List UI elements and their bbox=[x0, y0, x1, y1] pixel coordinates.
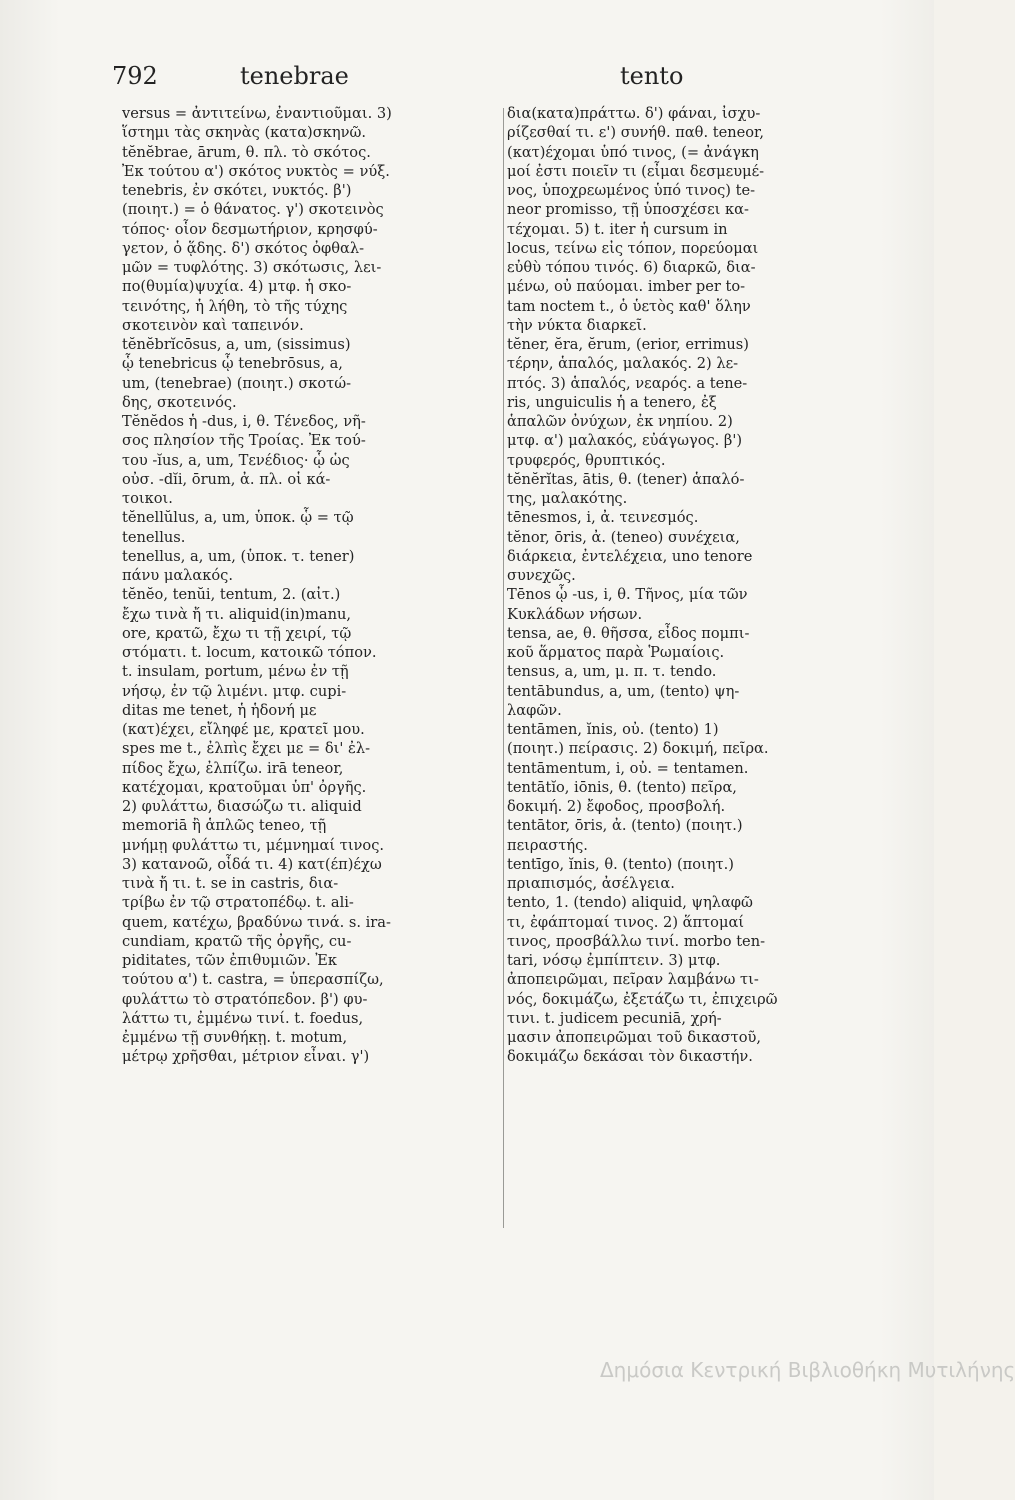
entry-line: memoriā ἢ ἁπλῶς teneo, τῇ bbox=[122, 817, 327, 835]
entry-line: τεινότης, ἡ λήθη, τὸ τῆς τύχης bbox=[122, 297, 348, 315]
entry-line: tĕnellŭlus, a, um, ὑποκ. ᾧ = τῷ bbox=[122, 509, 354, 527]
entry-line: στόματι. t. locum, κατοικῶ τόπον. bbox=[122, 644, 377, 661]
entry-line: δης, σκοτεινός. bbox=[122, 393, 237, 411]
left-guide-word: tenebrae bbox=[240, 62, 349, 90]
entry-line: t. insulam, portum, μένω ἐν τῇ bbox=[122, 663, 349, 681]
entry-line: tĕner, ĕra, ĕrum, (erior, errimus) bbox=[507, 336, 749, 353]
entry-line: tentābundus, a, um, (tento) ψη- bbox=[507, 682, 740, 700]
entry-line: νος, ὑποχρεωμένος ὑπό τινος) te- bbox=[507, 182, 756, 199]
entry-line: του -ĭus, a, um, Τενέδιος· ᾧ ὡς bbox=[122, 451, 350, 469]
entry-line: τὴν νύκτα διαρκεῖ. bbox=[507, 316, 647, 334]
entry-line: 2) φυλάττω, διασώζω τι. aliquid bbox=[122, 798, 362, 815]
entry-line: τινι. t. judicem pecuniā, χρή- bbox=[507, 1009, 722, 1027]
entry-line: ἐμμένω τῇ συνθήκῃ. t. motum, bbox=[122, 1029, 348, 1046]
left-column bbox=[122, 104, 500, 1067]
entry-line: τούτου α') t. castra, = ὑπερασπίζω, bbox=[122, 971, 384, 989]
entry-line: τοικοι. bbox=[122, 490, 173, 507]
entry-line: versus = ἀντιτείνω, ἐναντιοῦμαι. 3) bbox=[122, 105, 392, 122]
entry-line: Tĕnĕdos ἡ -dus, i, θ. Τένεδος, νῆ- bbox=[122, 413, 366, 430]
entry-line: τέχομαι. 5) t. iter ἡ cursum in bbox=[507, 220, 728, 238]
entry-line: tĕnĕbrae, ārum, θ. πλ. τὸ σκότος. bbox=[122, 143, 371, 161]
entry-line: νός, δοκιμάζω, ἐξετάζω τι, ἐπιχειρῶ bbox=[507, 990, 778, 1008]
entry-line: ore, κρατῶ, ἔχω τι τῇ χειρί, τῷ bbox=[122, 624, 352, 642]
entry-line: κοῦ ἅρματος παρὰ Ῥωμαίοις. bbox=[507, 644, 725, 661]
entry-line: τόπος· οἷον δεσμωτήριον, κρησφύ- bbox=[122, 220, 378, 238]
entry-line: τι, ἐφάπτομαί τινος. 2) ἅπτομαί bbox=[507, 913, 745, 931]
entry-line: piditates, τῶν ἐπιθυμιῶν. Ἐκ bbox=[122, 952, 337, 969]
entry-line: tĕnĕbrĭcōsus, a, um, (sissimus) bbox=[122, 336, 351, 353]
entry-line: μτφ. α') μαλακός, εὐάγωγος. β') bbox=[507, 432, 743, 450]
entry-line: μένω, οὐ παύομαι. imber per to- bbox=[507, 278, 746, 296]
entry-line: της, μαλακότης. bbox=[507, 490, 628, 507]
entry-line: (κατ)έχει, εἴληφέ με, κρατεῖ μου. bbox=[122, 721, 365, 738]
entry-line: συνεχῶς. bbox=[507, 567, 576, 584]
entry-line: μοί ἐστι ποιεῖν τι (εἶμαι δεσμευμέ- bbox=[507, 162, 765, 180]
entry-line: ρίζεσθαί τι. ε') συνήθ. παθ. teneor, bbox=[507, 124, 765, 142]
entry-line: tento, 1. (tendo) aliquid, ψηλαφῶ bbox=[507, 894, 753, 912]
entry-line: tensus, a, um, μ. π. τ. tendo. bbox=[507, 663, 717, 681]
entry-line: tentāmen, ĭnis, οὐ. (tento) 1) bbox=[507, 721, 719, 738]
entry-line: tenellus, a, um, (ὑποκ. τ. tener) bbox=[122, 547, 355, 565]
entry-line: δοκιμάζω δεκάσαι τὸν δικαστήν. bbox=[507, 1048, 753, 1066]
entry-line: ἁπαλῶν ὀνύχων, ἐκ νηπίου. 2) bbox=[507, 413, 733, 430]
page-header bbox=[112, 60, 724, 100]
right-column bbox=[507, 104, 885, 1067]
entry-line: λαφῶν. bbox=[507, 701, 562, 719]
entry-line: tensa, ae, θ. θῆσσα, εἶδος πομπι- bbox=[507, 624, 750, 642]
page-number: 792 bbox=[112, 62, 158, 90]
entry-line: tentātor, ōris, ἀ. (tento) (ποιητ.) bbox=[507, 817, 743, 835]
entry-line: ἵστημι τὰς σκηνὰς (κατα)σκηνῶ. bbox=[122, 124, 366, 142]
entry-line: tam noctem t., ὁ ὑετὸς καθ' ὅλην bbox=[507, 297, 751, 315]
entry-line: tēnesmos, i, ἀ. τεινεσμός. bbox=[507, 509, 699, 527]
column-divider bbox=[503, 108, 504, 1228]
entry-line: γετον, ὁ ᾅδης. δ') σκότος ὀφθαλ- bbox=[122, 239, 365, 257]
entry-line: (ποιητ.) = ὁ θάνατος. γ') σκοτεινὸς bbox=[122, 201, 384, 219]
entry-line: (ποιητ.) πείρασις. 2) δοκιμή, πεῖρα. bbox=[507, 740, 769, 758]
entry-line: σκοτεινὸν καὶ ταπεινόν. bbox=[122, 316, 304, 334]
entry-line: μνήμῃ φυλάττω τι, μέμνημαί τινος. bbox=[122, 836, 385, 854]
entry-line: πάνυ μαλακός. bbox=[122, 567, 233, 584]
entry-line: μῶν = τυφλότης. 3) σκότωσις, λει- bbox=[122, 259, 382, 276]
entry-line: διάρκεια, ἐντελέχεια, uno tenore bbox=[507, 547, 753, 565]
entry-line: λάττω τι, ἐμμένω τινί. t. foedus, bbox=[122, 1009, 364, 1027]
entry-line: Ἐκ τούτου α') σκότος νυκτὸς = νύξ. bbox=[122, 162, 390, 180]
entry-line: οὐσ. -dĭi, ōrum, ἀ. πλ. οἱ κά- bbox=[122, 470, 331, 488]
entry-line: ἀποπειρῶμαι, πεῖραν λαμβάνω τι- bbox=[507, 971, 759, 989]
entry-line: tentīgo, ĭnis, θ. (tento) (ποιητ.) bbox=[507, 855, 734, 873]
entry-line: tĕnĕo, tenŭi, tentum, 2. (αἰτ.) bbox=[122, 586, 341, 604]
entry-line: τινος, προσβάλλω τινί. morbo ten- bbox=[507, 932, 766, 950]
entry-line: tari, νόσῳ ἐμπίπτειν. 3) μτφ. bbox=[507, 952, 721, 969]
entry-line: δοκιμή. 2) ἔφοδος, προσβολή. bbox=[507, 798, 726, 815]
library-watermark: Δημόσια Κεντρική Βιβλιοθήκη Μυτιλήνης bbox=[600, 1358, 1015, 1382]
entry-line: tentāmentum, i, οὐ. = tentamen. bbox=[507, 759, 749, 777]
entry-line: 3) κατανοῶ, οἶδά τι. 4) κατ(έπ)έχω bbox=[122, 855, 382, 873]
entry-line: tenebris, ἐν σκότει, νυκτός. β') bbox=[122, 182, 352, 199]
entry-line: (κατ)έχομαι ὑπό τινος, (= ἀνάγκη bbox=[507, 143, 759, 161]
entry-line: neor promisso, τῇ ὑποσχέσει κα- bbox=[507, 201, 749, 219]
entry-line: τρυφερός, θρυπτικός. bbox=[507, 451, 666, 469]
entry-line: κατέχομαι, κρατοῦμαι ὑπ' ὀργῆς. bbox=[122, 778, 367, 796]
entry-line: νήσῳ, ἐν τῷ λιμένι. μτφ. cupi- bbox=[122, 682, 347, 700]
entry-line: tenellus. bbox=[122, 528, 186, 546]
entry-line: Κυκλάδων νήσων. bbox=[507, 605, 643, 623]
entry-line: δια(κατα)πράττω. δ') φάναι, ἰσχυ- bbox=[507, 105, 761, 122]
entry-line: πριαπισμός, ἀσέλγεια. bbox=[507, 875, 675, 892]
entry-line: ᾧ tenebricus ᾧ tenebrōsus, a, bbox=[122, 355, 343, 373]
entry-line: πίδος ἔχω, ἐλπίζω. irā teneor, bbox=[122, 759, 344, 777]
entry-line: πειραστής. bbox=[507, 836, 588, 854]
entry-line: tĕnor, ōris, ἀ. (teneo) συνέχεια, bbox=[507, 528, 740, 546]
entry-line: ἔχω τινὰ ἤ τι. aliquid(in)manu, bbox=[122, 605, 352, 623]
entry-line: μασιν ἀποπειρῶμαι τοῦ δικαστοῦ, bbox=[507, 1029, 762, 1046]
entry-line: τέρην, ἁπαλός, μαλακός. 2) λε- bbox=[507, 355, 739, 373]
entry-line: spes me t., ἐλπὶς ἔχει με = δι' ἐλ- bbox=[122, 740, 371, 758]
entry-line: πο(θυμία)ψυχία. 4) μτφ. ἡ σκο- bbox=[122, 278, 352, 296]
entry-line: tĕnĕrĭtas, ātis, θ. (tener) ἁπαλό- bbox=[507, 470, 745, 488]
entry-line: locus, τείνω εἰς τόπον, πορεύομαι bbox=[507, 239, 759, 257]
entry-line: um, (tenebrae) (ποιητ.) σκοτώ- bbox=[122, 374, 352, 392]
entry-line: tentātĭo, iōnis, θ. (tento) πεῖρα, bbox=[507, 778, 737, 796]
entry-line: σος πλησίον τῆς Τροίας. Ἐκ τού- bbox=[122, 432, 366, 450]
entry-line: cundiam, κρατῶ τῆς ὀργῆς, cu- bbox=[122, 932, 352, 950]
entry-line: ditas me tenet, ἡ ἡδονή με bbox=[122, 701, 317, 719]
entry-line: Tēnos ᾧ -us, i, θ. Τῆνος, μία τῶν bbox=[507, 586, 748, 604]
entry-line: τινὰ ἤ τι. t. se in castris, δια- bbox=[122, 875, 339, 892]
entry-line: ris, unguiculis ἡ a tenero, ἐξ bbox=[507, 393, 717, 411]
entry-line: μέτρῳ χρῆσθαι, μέτριον εἶναι. γ') bbox=[122, 1048, 370, 1066]
entry-line: φυλάττω τὸ στρατόπεδον. β') φυ- bbox=[122, 990, 368, 1008]
entry-line: quem, κατέχω, βραδύνω τινά. s. ira- bbox=[122, 913, 391, 931]
right-guide-word: tento bbox=[620, 62, 684, 90]
entry-line: τρίβω ἐν τῷ στρατοπέδῳ. t. ali- bbox=[122, 894, 354, 912]
entry-line: εὐθὺ τόπου τινός. 6) διαρκῶ, δια- bbox=[507, 259, 756, 276]
entry-line: πτός. 3) ἁπαλός, νεαρός. a tene- bbox=[507, 374, 748, 392]
